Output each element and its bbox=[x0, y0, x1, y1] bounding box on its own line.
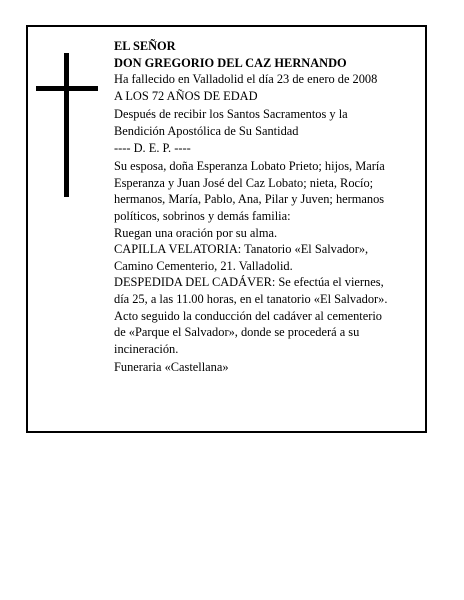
chapel-line-1: CAPILLA VELATORIA: Tanatorio «El Salvador», bbox=[114, 242, 369, 257]
funeral-home-line: Funeraria «Castellana» bbox=[114, 360, 229, 375]
cross-horizontal-bar bbox=[36, 86, 98, 91]
farewell-line-4: de «Parque el Salvador», donde se procederá a su bbox=[114, 325, 360, 340]
sacraments-line-2: Bendición Apostólica de Su Santidad bbox=[114, 123, 299, 138]
deceased-name: DON GREGORIO DEL CAZ HERNANDO bbox=[114, 55, 347, 70]
farewell-line-5: incineración. bbox=[114, 341, 179, 356]
death-date-line: Ha fallecido en Valladolid el día 23 de enero de 2008 bbox=[114, 72, 378, 87]
farewell-line-2: día 25, a las 11.00 horas, en el tanatorio «El Salvador». bbox=[114, 291, 388, 306]
cross-icon bbox=[36, 53, 98, 197]
family-line-1: Su esposa, doña Esperanza Lobato Prieto; hijos, María bbox=[114, 159, 385, 174]
obituary-text bbox=[114, 38, 426, 376]
prayer-request-line: Ruegan una oración por su alma. bbox=[114, 225, 278, 240]
farewell-line-1: DESPEDIDA DEL CADÁVER: Se efectúa el viernes, bbox=[114, 275, 384, 290]
farewell-line-3: Acto seguido la conducción del cadáver al cementerio bbox=[114, 308, 383, 323]
chapel-line-2: Camino Cementerio, 21. Valladolid. bbox=[114, 258, 293, 273]
dep-line: ---- D. E. P. ---- bbox=[114, 140, 191, 155]
family-line-4: políticos, sobrinos y demás familia: bbox=[114, 208, 291, 223]
sacraments-line-1: Después de recibir los Santos Sacramentos y la bbox=[114, 107, 348, 122]
age-line: A LOS 72 AÑOS DE EDAD bbox=[114, 88, 258, 103]
family-line-2: Esperanza y Juan José del Caz Lobato; nieta, Rocío; bbox=[114, 175, 374, 190]
notice-title: EL SEÑOR bbox=[114, 39, 176, 53]
cross-vertical-bar bbox=[64, 53, 69, 197]
family-line-3: hermanos, María, Pablo, Ana, Pilar y Juven; hermanos bbox=[114, 192, 385, 207]
